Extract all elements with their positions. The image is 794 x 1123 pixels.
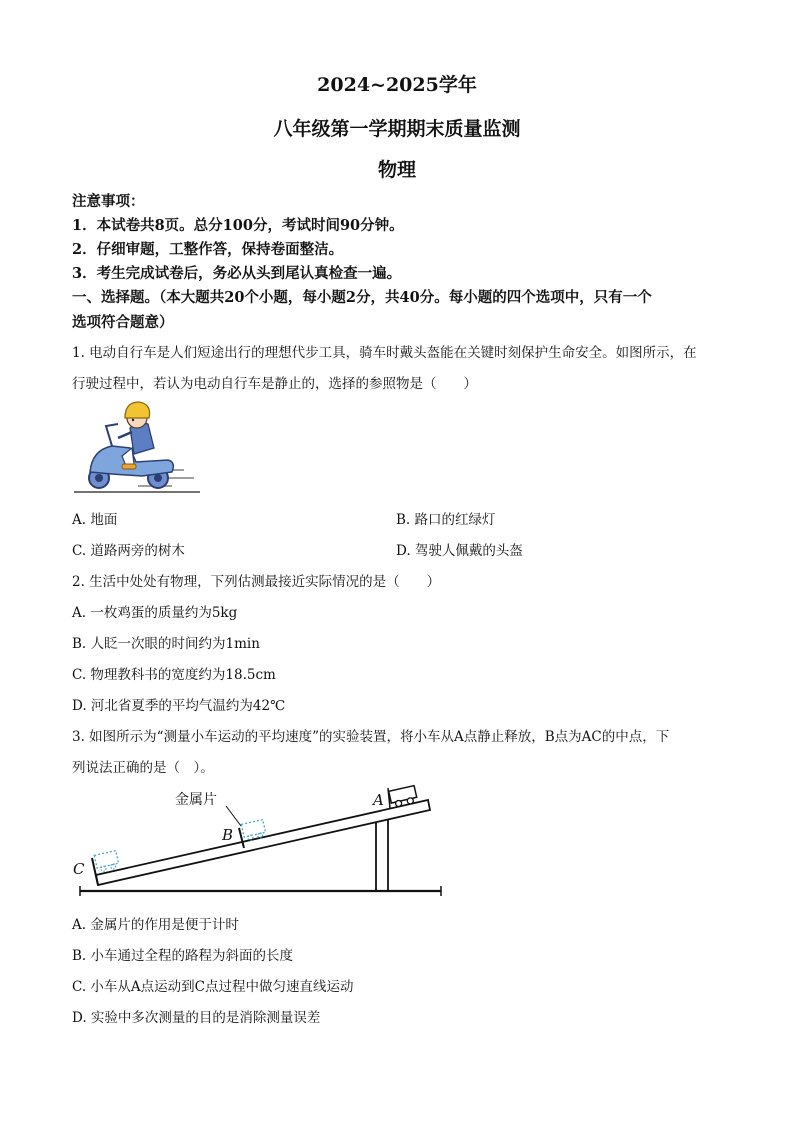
q1-option-c: C. 道路两旁的树木 — [72, 543, 185, 559]
q2-option-d: D. 河北省夏季的平均气温约为42℃ — [72, 698, 286, 714]
point-b-label: B — [222, 826, 234, 844]
q3-stem-line2: 列说法正确的是（ ）。 — [72, 760, 214, 776]
q1-stem-line1: 1. 电动自行车是人们短途出行的理想代步工具，骑车时戴头盔能在关键时刻保护生命安全。如图所示，在 — [72, 345, 697, 361]
q3-stem-line1: 3. 如图所示为“测量小车运动的平均速度”的实验装置，将小车从A点静止释放，B点为AC的中点，下 — [72, 729, 670, 745]
q1-stem-line2: 行驶过程中，若认为电动自行车是静止的，选择的参照物是（ ） — [72, 376, 477, 392]
notice-item-1: 1．本试卷共8页。总分100分，考试时间90分钟。 — [72, 217, 404, 234]
notice-heading: 注意事项： — [72, 193, 145, 210]
section-heading-line2: 选项符合题意） — [72, 314, 174, 331]
metal-piece-label: 金属片 — [175, 792, 217, 808]
q2-option-a: A. 一枚鸡蛋的质量约为5kg — [72, 605, 238, 621]
q1-option-a: A. 地面 — [72, 512, 118, 528]
point-a-label: A — [373, 791, 384, 809]
scooter-rider-illustration — [72, 398, 204, 496]
q3-option-c: C. 小车从A点运动到C点过程中做匀速直线运动 — [72, 979, 354, 995]
notice-item-3: 3．考生完成试卷后，务必从头到尾认真检查一遍。 — [72, 265, 402, 282]
q2-option-c: C. 物理教科书的宽度约为18.5cm — [72, 667, 276, 683]
exam-name: 八年级第一学期期末质量监测 — [273, 118, 521, 140]
section-heading-line1: 一、选择题。（本大题共20个小题，每小题2分，共40分。每小题的四个选项中，只有一个 — [72, 289, 652, 306]
q3-option-b: B. 小车通过全程的路程为斜面的长度 — [72, 948, 294, 964]
q1-option-d: D. 驾驶人佩戴的头盔 — [396, 543, 523, 559]
q1-option-b: B. 路口的红绿灯 — [396, 512, 496, 528]
incline-experiment-diagram — [72, 782, 447, 900]
point-c-label: C — [73, 860, 85, 878]
q2-option-b: B. 人眨一次眼的时间约为1min — [72, 636, 260, 652]
exam-year: 2024~2025学年 — [317, 74, 477, 96]
notice-item-2: 2．仔细审题，工整作答，保持卷面整洁。 — [72, 241, 344, 258]
q3-option-a: A. 金属片的作用是便于计时 — [72, 917, 239, 933]
exam-subject: 物理 — [377, 159, 416, 181]
q2-stem: 2. 生活中处处有物理，下列估测最接近实际情况的是（ ） — [72, 574, 441, 590]
q3-option-d: D. 实验中多次测量的目的是消除测量误差 — [72, 1010, 321, 1026]
